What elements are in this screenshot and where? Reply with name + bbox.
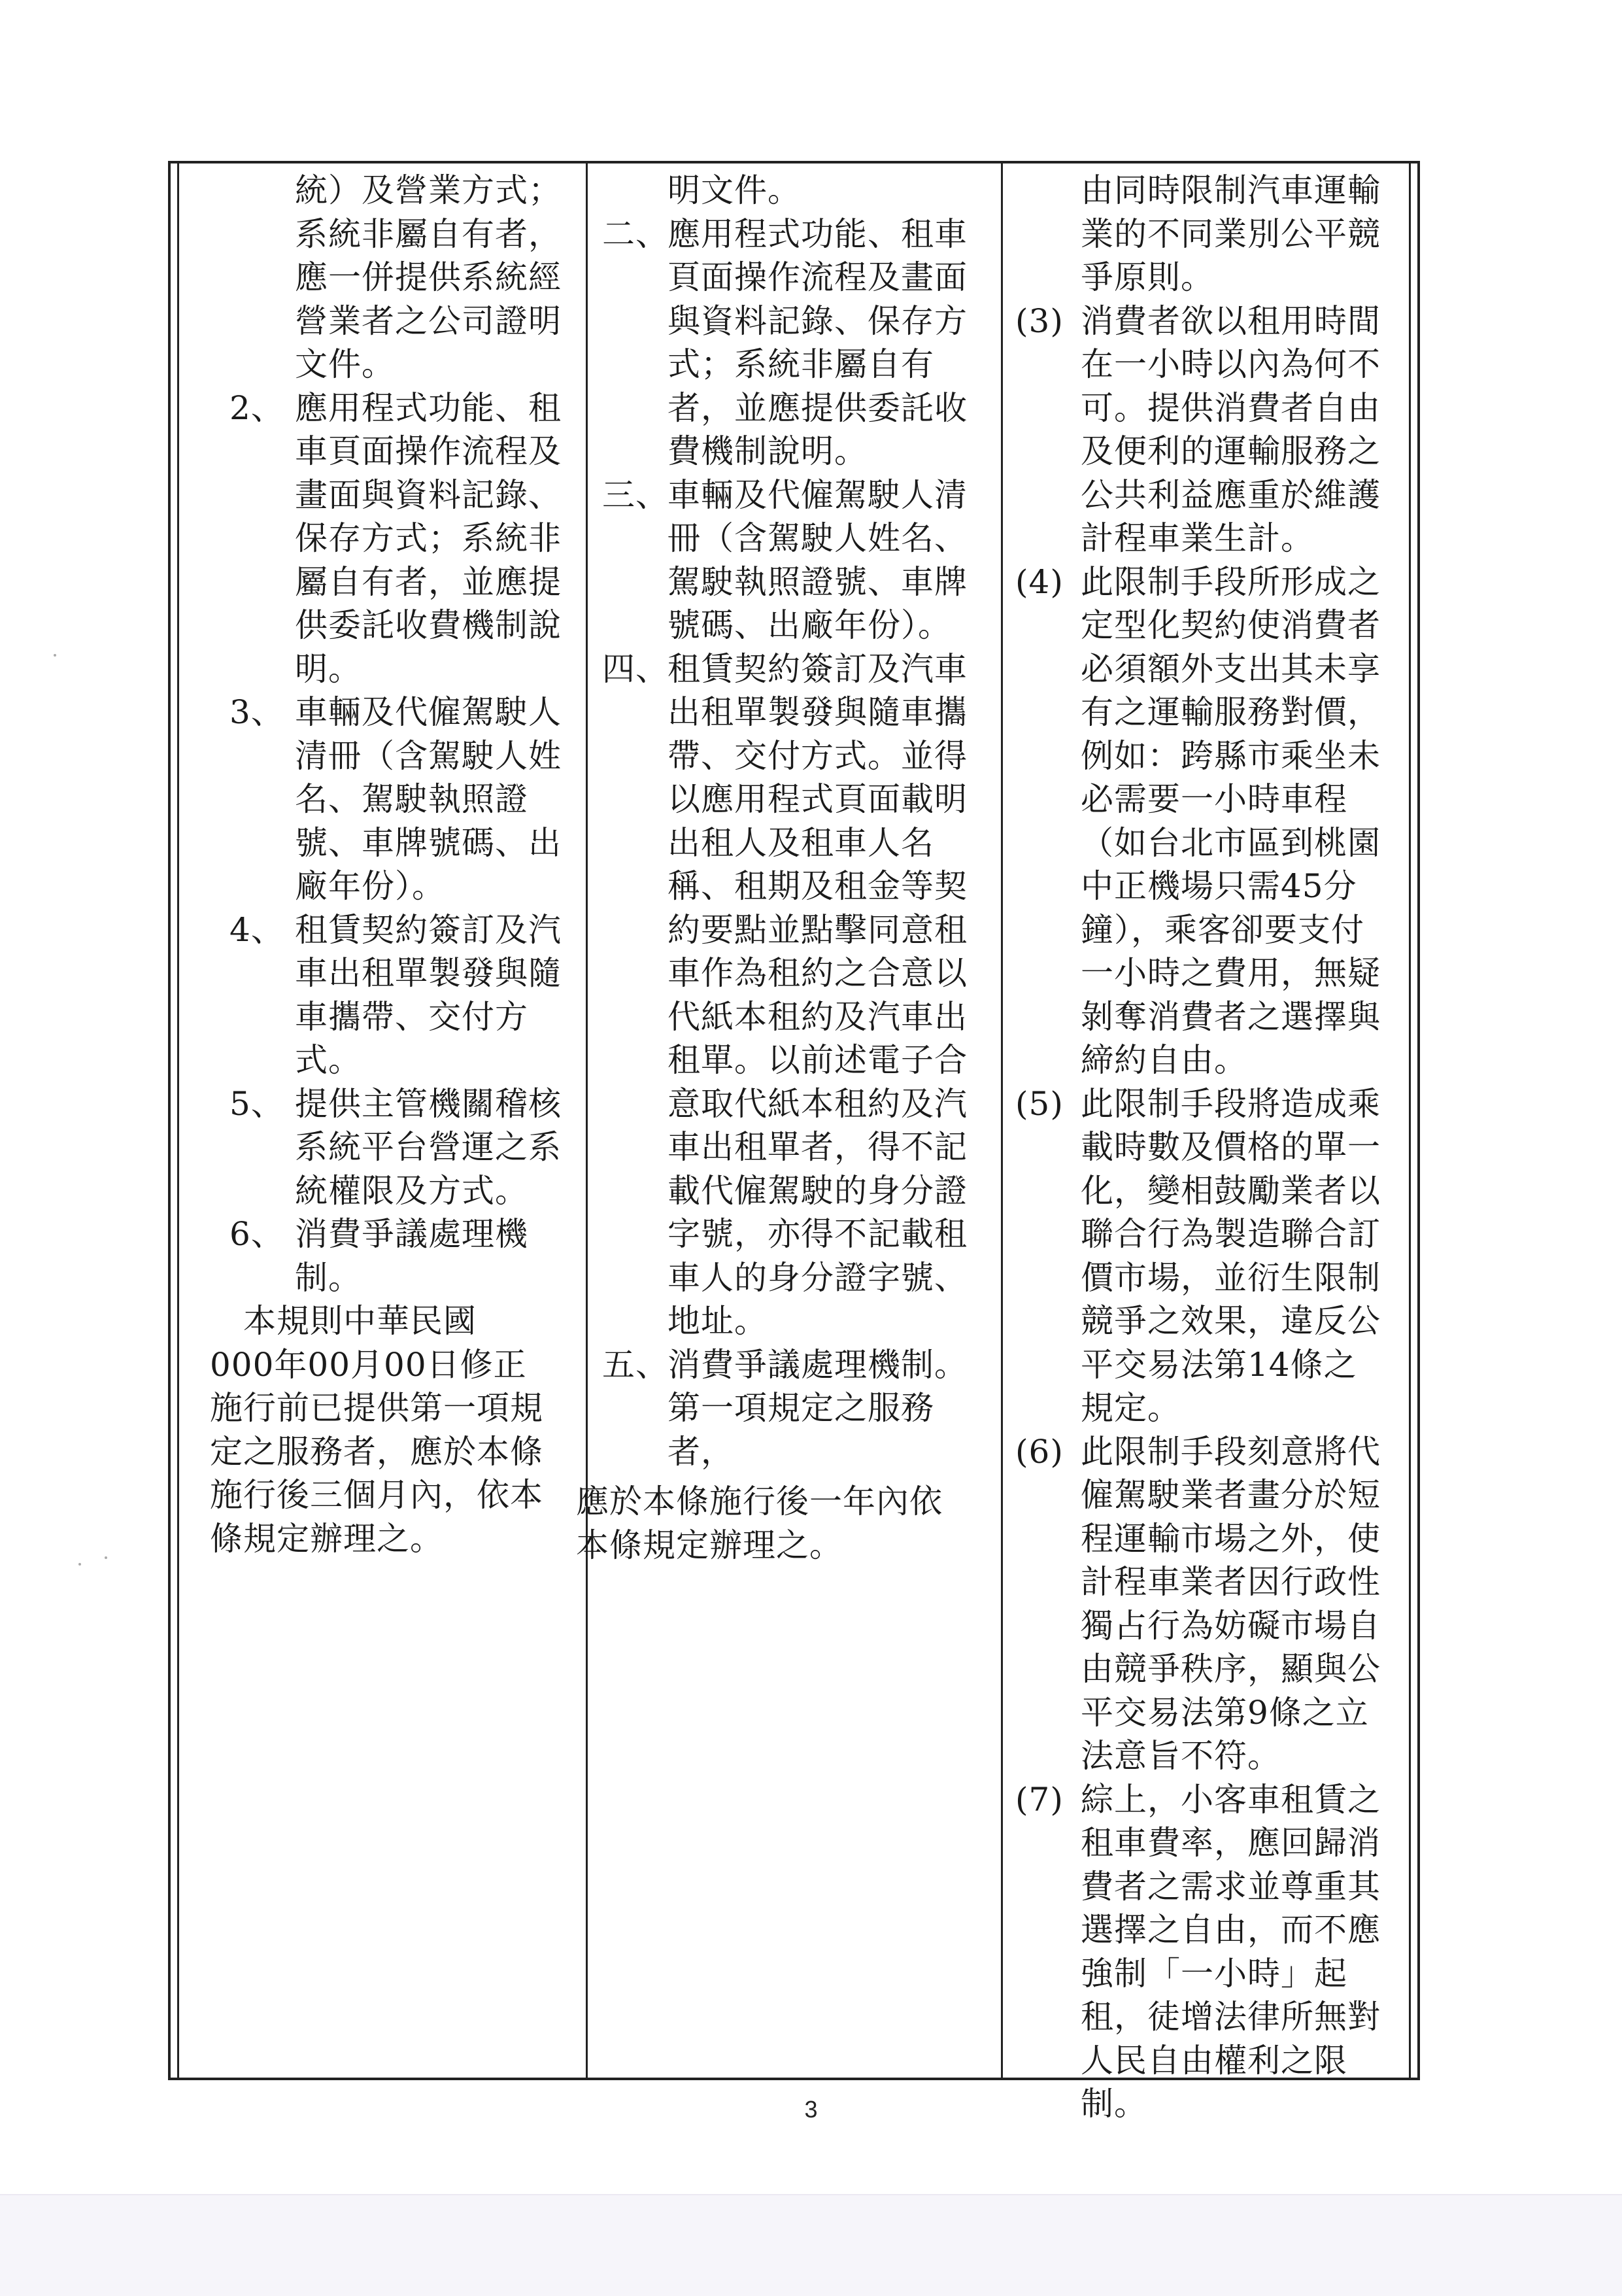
text-line: 廠年份）。 [295,867,445,905]
text-line: 文件。 [295,345,395,383]
clause-number: (6) [1015,1432,1064,1471]
text-line: 代紙本租約及汽車出 [667,997,968,1036]
clause-item [229,386,583,691]
clause-item [229,1082,583,1213]
clause-item [229,169,583,386]
text-line: 僱駕駛業者畫分於短 [1081,1476,1381,1514]
text-line: 施行後三個月內，依本 [210,1476,543,1514]
text-line: 程運輸市場之外，使 [1081,1519,1381,1558]
text-line: 一小時之費用，無疑 [1081,954,1381,992]
text-line: 締約自由。 [1081,1041,1247,1079]
text-line: 車頁面操作流程及 [295,432,562,470]
text-line: 約要點並點擊同意租 [667,910,968,949]
page-number: 3 [804,2096,818,2123]
text-line: 在一小時以內為何不 [1081,345,1381,383]
text-line: 租賃契約簽訂及汽 [295,910,562,949]
text-line: 車輛及代僱駕駛人清 [667,475,968,514]
text-line: 此限制手段將造成乘 [1081,1084,1381,1123]
text-line: 出租人及租車人名 [667,823,934,862]
text-line: 車人的身分證字號、 [667,1258,968,1297]
clause-item [1015,560,1408,1082]
text-line: 定型化契約使消費者 [1081,606,1381,644]
text-line: 本條規定辦理之。 [576,1526,843,1564]
text-line: 租車費率，應回歸消 [1081,1824,1381,1862]
text-line: 法意旨不符。 [1081,1737,1281,1775]
text-line: 由競爭秩序，顯與公 [1081,1650,1381,1688]
text-line: 明文件。 [667,171,801,209]
text-line: 計程車業者因行政性 [1081,1563,1381,1601]
clause-number: 3、 [229,693,284,731]
text-line: 車出租單者，得不記 [667,1128,968,1166]
text-line: 規定。 [1081,1389,1181,1427]
column-amended-text [210,169,583,1560]
clause-item [602,169,994,213]
text-line: 意取代紙本租約及汽 [667,1084,968,1123]
clause-item [602,213,994,473]
text-line: 消費爭議處理機制。 [667,1345,968,1384]
text-line: 此限制手段所形成之 [1081,562,1381,601]
clause-item [229,1212,583,1299]
clause-item [576,1480,994,1567]
text-line: 業的不同業別公平競 [1081,214,1381,253]
text-line: 化，變相鼓勵業者以 [1081,1171,1381,1210]
text-line: 由同時限制汽車運輸 [1081,171,1381,209]
clause-number: (7) [1015,1780,1064,1819]
clause-item [229,691,583,908]
clause-number: 四、 [602,649,669,688]
clause-item [602,473,994,647]
clause-number: 5、 [229,1084,284,1123]
text-line: 供委託收費機制說 [295,606,562,644]
text-line: 公共利益應重於維護 [1081,475,1381,514]
text-line: 以應用程式頁面載明 [667,780,968,818]
scan-speck [105,1556,107,1559]
text-line: 字號，亦得不記載租 [667,1215,968,1253]
clause-item [229,908,583,1082]
text-line: 此限制手段刻意將代 [1081,1432,1381,1471]
text-line: 者，並應提供委託收 [667,388,968,427]
text-line: 消費者欲以租用時間 [1081,301,1381,340]
text-line: 出租單製發與隨車攜 [667,693,968,731]
text-line: 畫面與資料記錄、 [295,475,562,514]
text-line: 可。提供消費者自由 [1081,388,1381,427]
clause-item [1015,1082,1408,1430]
text-line: 定之服務者，應於本條 [210,1432,543,1471]
text-line: 競爭之效果，違反公 [1081,1302,1381,1340]
text-line: 保存方式；系統非 [295,519,562,557]
text-line: 名、駕駛執照證 [295,780,528,818]
text-line: 提供主管機關稽核 [295,1084,562,1123]
text-line: 統）及營業方式； [295,171,562,209]
text-line: 帶、交付方式。並得 [667,736,968,775]
text-line: 消費爭議處理機 [295,1215,528,1253]
text-line: 與資料記錄、保存方 [667,301,968,340]
text-line: 車作為租約之合意以 [667,954,968,992]
text-line: 必須額外支出其未享 [1081,649,1381,688]
comparison-table [168,161,1420,2123]
text-line: 價市場，並衍生限制 [1081,1258,1381,1297]
scan-speck [78,1563,81,1566]
text-line: 應於本條施行後一年內依 [576,1482,943,1520]
clause-item [1015,300,1408,560]
text-line: 駕駛執照證號、車牌 [667,562,968,601]
text-line: 載時數及價格的單一 [1081,1128,1381,1166]
text-line: 冊（含駕駛人姓名、 [667,519,968,557]
clause-item [602,647,994,1343]
text-line: 聯合行為製造聯合訂 [1081,1215,1381,1253]
text-line: 式；系統非屬自有 [667,345,934,383]
text-line: 平交易法第14條之 [1081,1345,1357,1384]
clause-number: 二、 [602,214,669,253]
text-line: 地址。 [667,1302,768,1340]
text-line: 制。 [1081,2085,1147,2123]
text-line: 費機制說明。 [667,432,868,470]
text-line: 清冊（含駕駛人姓 [295,736,562,775]
text-line: 剝奪消費者之選擇與 [1081,997,1381,1036]
text-line: 費者之需求並尊重其 [1081,1867,1381,1906]
text-line: 鐘），乘客卻要支付 [1081,910,1364,949]
text-line: 號、車牌號碼、出 [295,823,562,862]
text-line: 營業者之公司證明 [295,301,562,340]
clause-number: 4、 [229,910,284,949]
text-line: 000年00月00日修正 [210,1345,527,1384]
text-line: 屬自有者，並應提 [295,562,562,601]
text-line: 式。 [295,1041,362,1079]
text-line: 租，徒增法律所無對 [1081,1998,1381,2036]
text-line: 應一併提供系統經 [295,258,562,296]
clause-number: (5) [1015,1084,1064,1123]
text-line: 必需要一小時車程 [1081,780,1347,818]
text-line: 統權限及方式。 [295,1171,528,1210]
column-current-text [576,169,994,1567]
text-line: 車攜帶、交付方 [295,997,528,1036]
text-line: 爭原則。 [1081,258,1214,296]
text-line: 有之運輸服務對價， [1081,693,1381,731]
text-line: 制。 [295,1258,362,1297]
text-line: 獨占行為妨礙市場自 [1081,1606,1381,1645]
text-line: 選擇之自由，而不應 [1081,1911,1381,1949]
text-line: 及便利的運輸服務之 [1081,432,1381,470]
clause-number: 三、 [602,475,669,514]
text-line: 號碼、出廠年份）。 [667,606,951,644]
clause-number: 2、 [229,388,284,427]
text-line: 租賃契約簽訂及汽車 [667,649,968,688]
clause-item [1015,169,1408,300]
text-line: 系統平台營運之系 [295,1128,562,1166]
clause-number: 五、 [602,1345,669,1384]
clause-item [210,1299,583,1560]
text-line: 頁面操作流程及畫面 [667,258,968,296]
column-explanation [1015,169,1408,2126]
viewer-bottom-band [0,2194,1622,2296]
column-divider [586,163,588,2078]
text-line: 施行前已提供第一項規 [210,1389,543,1427]
clause-number: 6、 [229,1215,284,1253]
text-line: 本規則中華民國 [210,1302,477,1340]
text-line: 車出租單製發與隨 [295,954,562,992]
text-line: 稱、租期及租金等契 [667,867,968,905]
text-line: 車輛及代僱駕駛人 [295,693,562,731]
text-line: 人民自由權利之限 [1081,2041,1347,2080]
text-line: 明。 [295,649,362,688]
text-line: 中正機場只需45分 [1081,867,1357,905]
clause-item [1015,1430,1408,1778]
text-line: 第一項規定之服務 [667,1389,934,1427]
text-line: 綜上，小客車租賃之 [1081,1780,1381,1819]
text-line: 強制「一小時」起 [1081,1954,1347,1993]
text-line: 租單。以前述電子合 [667,1041,968,1079]
clause-number: (4) [1015,562,1064,601]
text-line: 載代僱駕駛的身分證 [667,1171,968,1210]
text-line: 應用程式功能、租車 [667,214,968,253]
text-line: 應用程式功能、租 [295,388,562,427]
text-line: 例如：跨縣市乘坐未 [1081,736,1381,775]
clause-item [602,1343,994,1474]
scan-speck [54,654,56,657]
column-divider [1001,163,1003,2078]
text-line: 平交易法第9條之立 [1081,1693,1369,1732]
text-line: 系統非屬自有者， [295,214,562,253]
text-line: 者， [667,1432,734,1471]
clause-number: (3) [1015,301,1064,340]
text-line: （如台北市區到桃園 [1081,823,1381,862]
text-line: 條規定辦理之。 [210,1519,443,1558]
clause-item [1015,1778,1408,2126]
text-line: 計程車業生計。 [1081,519,1314,557]
